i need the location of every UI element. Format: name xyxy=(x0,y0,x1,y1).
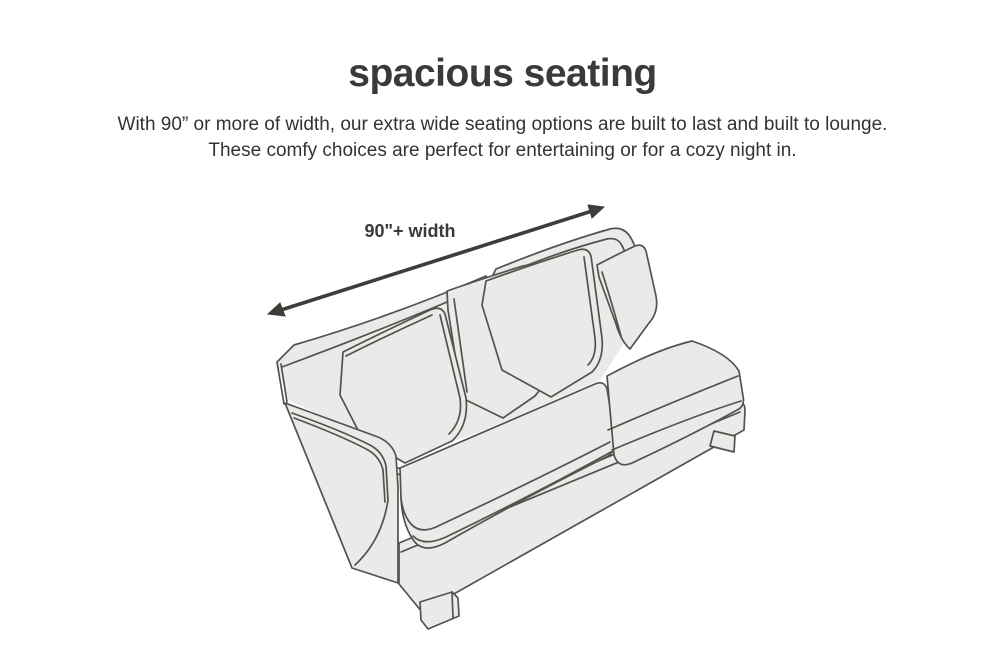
description-line-2: These comfy choices are perfect for entertaining or for a cozy night in. xyxy=(208,140,797,161)
description-line-1: With 90” or more of width, our extra wide seating options are built to last and built to lounge. xyxy=(117,114,888,135)
dimension-arrowhead-left xyxy=(268,303,285,316)
page-title: spacious seating xyxy=(348,52,657,95)
width-dimension-label: 90"+ width xyxy=(364,221,456,241)
dimension-arrowhead-right xyxy=(588,205,604,218)
sofa-foot-front-edge xyxy=(452,592,453,618)
